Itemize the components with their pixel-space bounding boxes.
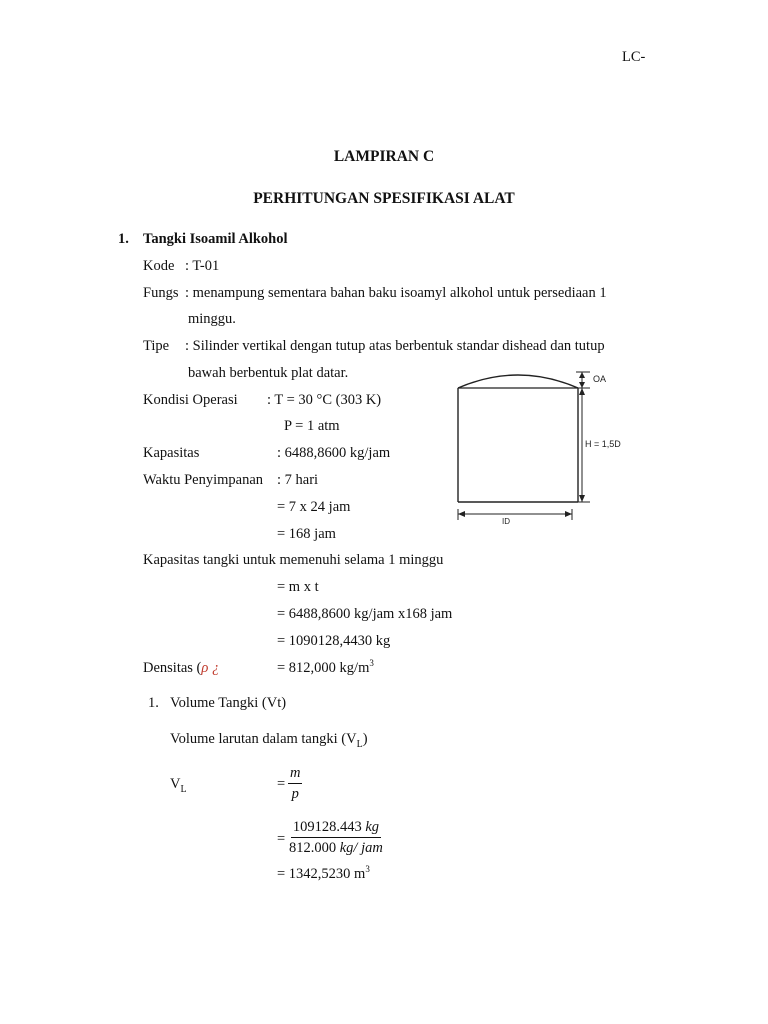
fungsi-label: Fungs [143, 285, 179, 301]
kondisi-temperature: : T = 30 °C (303 K) [267, 392, 382, 408]
waktu-label: Waktu Penyimpanan [143, 472, 264, 488]
fraction2-numerator-unit: kg [365, 819, 380, 835]
volume-result [277, 866, 370, 883]
tipe-value-cont: bawah berbentuk plat datar. [188, 365, 349, 381]
fraction-numerator: m [288, 765, 302, 784]
fraction-denominator: p [291, 786, 299, 802]
waktu-line3: = 168 jam [277, 526, 336, 542]
fraction2-denominator-unit: kg/ jam [339, 840, 383, 856]
kode-value: : T-01 [185, 258, 220, 274]
fungsi-value-cont: minggu. [188, 311, 236, 327]
volume-intro [170, 731, 368, 748]
fraction2-numerator [291, 819, 381, 838]
vl-label [170, 776, 187, 793]
page-number: LC- [622, 49, 646, 65]
oa-label: OA [593, 374, 607, 384]
tank-diagram [440, 362, 630, 530]
fraction2-numerator-value: 109128.443 [292, 819, 362, 835]
waktu-value: : 7 hari [277, 472, 319, 488]
kapasitas-tangki-line1: = m x t [277, 579, 319, 595]
section-number: 1. [118, 231, 129, 247]
kode-label: Kode [143, 258, 175, 274]
kapasitas-value: : 6488,8600 kg/jam [277, 445, 391, 461]
fraction-numeric [289, 819, 383, 857]
volume-intro-end: ) [362, 731, 368, 747]
volume-result-exponent: 3 [365, 864, 370, 875]
tipe-label: Tipe [143, 338, 170, 354]
equals-sign-2: = [277, 831, 286, 847]
densitas-number: = 812,000 kg/m [277, 660, 370, 676]
kondisi-label: Kondisi Operasi [143, 392, 238, 408]
rho-symbol: ρ ¿ [201, 660, 220, 676]
kapasitas-label: Kapasitas [143, 445, 200, 461]
kapasitas-tangki-label: Kapasitas tangki untuk memenuhi selama 1 minggu [143, 552, 444, 568]
volume-intro-text: Volume larutan dalam tangki (V [170, 731, 357, 747]
tipe-value: : Silinder vertikal dengan tutup atas berbentuk standar dishead dan tutup [185, 338, 605, 354]
volume-result-value: = 1342,5230 m [277, 866, 366, 882]
id-label: ID [502, 517, 510, 526]
section-title: Tangki Isoamil Alkohol [143, 231, 288, 247]
kapasitas-tangki-line3: = 1090128,4430 kg [277, 633, 391, 649]
fungsi-value: : menampung sementara bahan baku isoamyl alkohol untuk persediaan 1 [185, 285, 607, 301]
densitas-exponent: 3 [369, 658, 374, 669]
page-title: LAMPIRAN C [333, 148, 435, 165]
equals-sign-1: = [277, 776, 286, 792]
densitas-text: Densitas ( [143, 660, 202, 676]
subsection-title: Volume Tangki (Vt) [170, 695, 287, 711]
fraction2-denominator-value: 812.000 [289, 840, 337, 856]
waktu-line2: = 7 x 24 jam [277, 499, 351, 515]
vl-text: V [170, 776, 181, 792]
volume-intro-sub: L [356, 738, 363, 750]
subsection-number: 1. [148, 695, 159, 711]
vl-sub: L [180, 783, 187, 795]
densitas-value [277, 660, 374, 677]
page-subtitle: PERHITUNGAN SPESIFIKASI ALAT [253, 190, 515, 207]
densitas-label [143, 660, 219, 677]
kapasitas-tangki-line2: = 6488,8600 kg/jam x168 jam [277, 606, 453, 622]
fraction2-denominator [289, 838, 383, 857]
kondisi-pressure: P = 1 atm [284, 418, 340, 434]
fraction-m-over-p [288, 765, 302, 803]
height-label: H = 1,5D [585, 439, 621, 449]
